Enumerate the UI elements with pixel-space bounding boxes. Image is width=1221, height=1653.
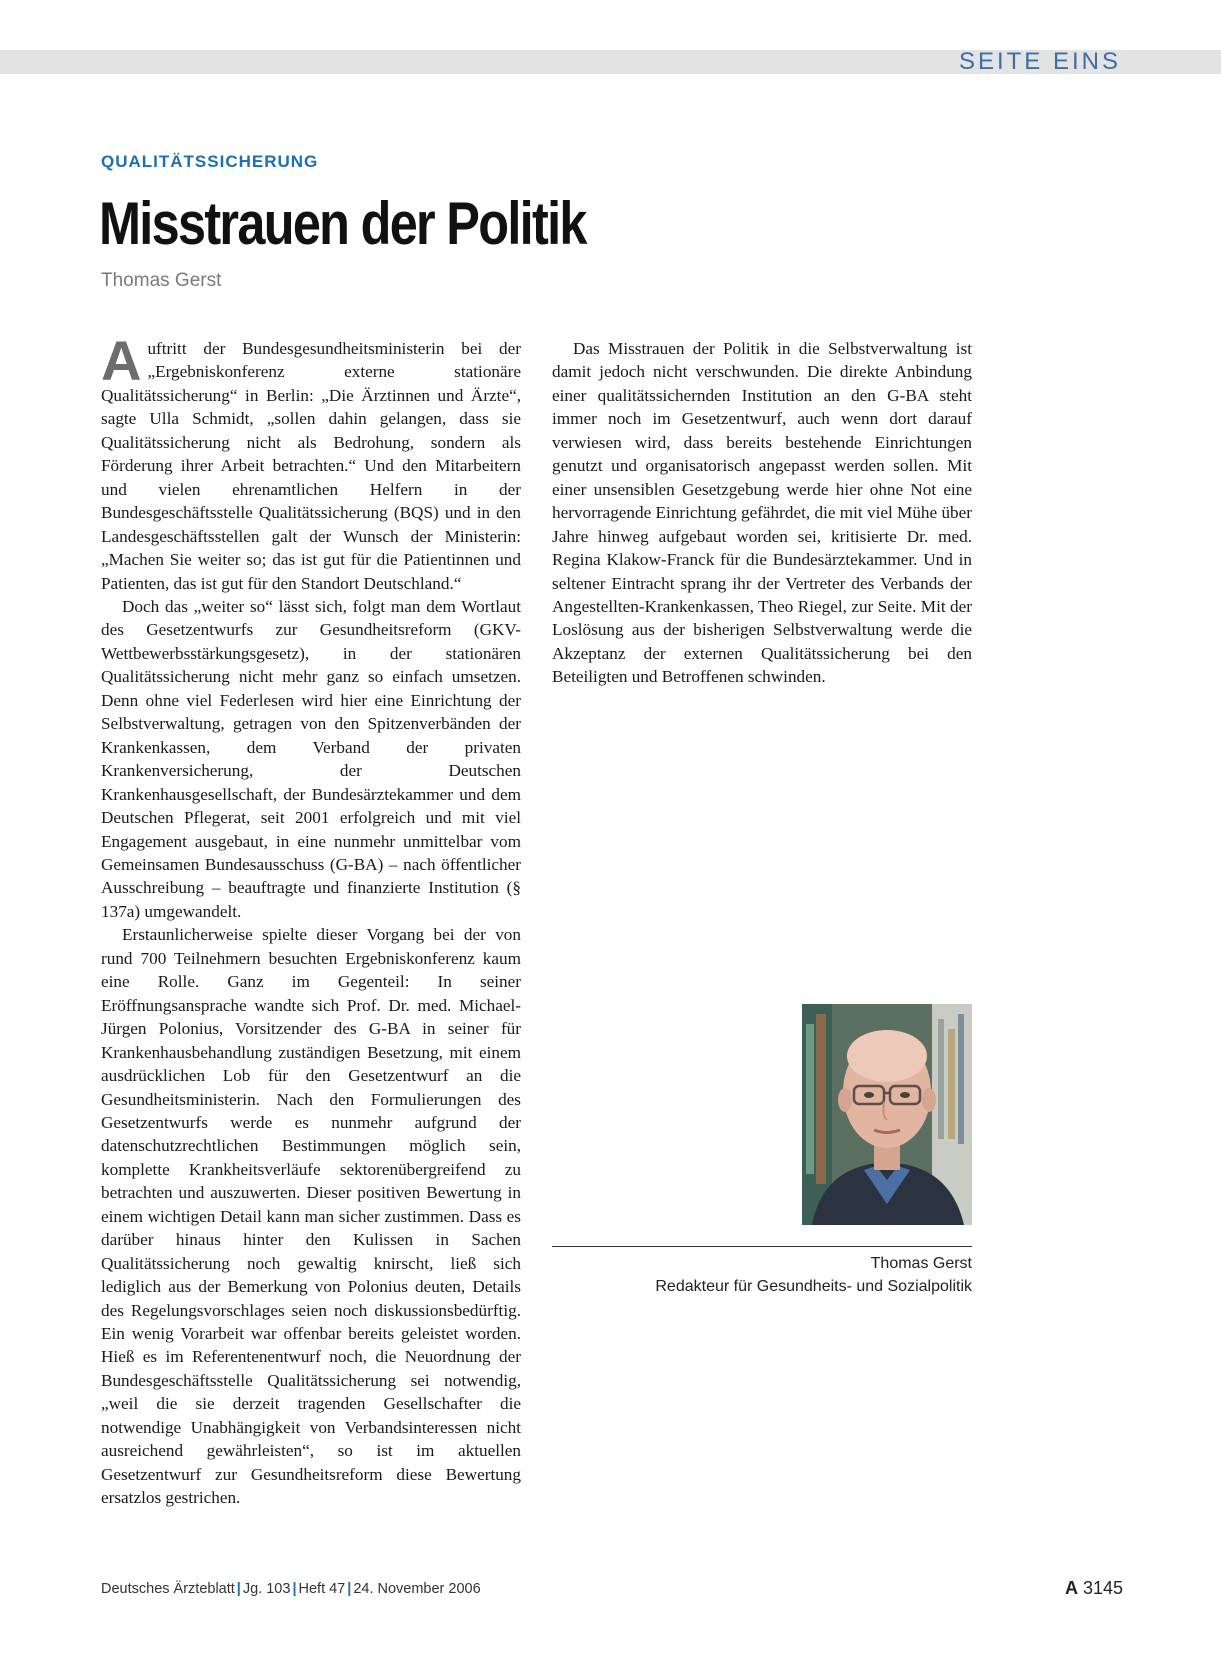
article-paragraph-3: Erstaunlicherweise spielte dieser Vorgang bei der von rund 700 Teilnehmern besuchten Ergebniskonferenz kaum eine Rolle. Ganz im Gegenteil: In seiner Eröffnungsansprache wandte sich Prof. Dr. med. Michael-Jürgen Polonius, Vorsitzender des G-BA in seiner für Krankenhausbehandlung zuständigen Besetzung, mit einem ausdrücklichen Lob für den Gesetzentwurf an die Gesundheitsministerin. Nach den Formulierungen des Gesetzentwurfs werde es nunmehr aufgrund der datenschutzrechtlichen Bestimmungen möglich sein, komplette Krankheitsverläufe sektorenübergreifend zu betrachten und auszuwerten. Dieser positiven Bewertung in einem wichtigen Detail kann man sicher zustimmen. Dass es darüber hinaus hinter den Kulissen in Sachen Qualitätssicherung noch gewaltig knirscht, ließ sich lediglich aus der Bemerkung von Polonius deuten, Details des Regelungsvorschlages seien noch diskussionsbedürftig. Ein wenig Vorarbeit war offenbar bereits geleistet worden. Hieß es im Referentenentwurf noch, die Neuordnung der Bundesgeschäftsstelle Qualitätssicherung sei notwendig, „weil die sie derzeit tragenden Gesellschafter die notwendige Unabhängigkeit von Verbandsinteressen nicht ausreichend gewährleisten“, so ist im aktuellen Gesetzentwurf zur Gesundheitsreform diese Bewertung ersatzlos gestrichen. — [101, 925, 521, 1508]
article-byline: Thomas Gerst — [101, 270, 222, 291]
author-portrait-image — [802, 1004, 972, 1225]
text-column-right — [552, 337, 972, 689]
publication-name: Deutsches Ärzteblatt — [101, 1581, 235, 1597]
caption-divider — [552, 1246, 972, 1247]
article-kicker: QUALITÄTSSICHERUNG — [101, 152, 319, 171]
page-number — [1065, 1578, 1123, 1599]
footer-separator: | — [236, 1581, 241, 1597]
footer-separator: | — [347, 1581, 352, 1597]
volume-number: Jg. 103 — [242, 1581, 291, 1597]
issue-number: Heft 47 — [298, 1581, 346, 1597]
paragraph-1-text: uftritt der Bundesgesundheitsministerin bei der „Ergebniskonferenz externe stationäre Qualitätssicherung“ in Berlin: „Die Ärztinnen und Ärzte“, sagte Ulla Schmidt, „sollen dahin gelangen, dass sie Qualitätssicherung nicht als Bedrohung, sondern als Förderung ihrer Arbeit betrachten.“ Und den Mitarbeitern und vielen ehrenamtlichen Helfern in der Bundesgeschäftsstelle Qualitätssicherung (BQS) und in den Landesgeschäftsstellen galt der Wunsch der Ministerin: „Machen Sie weiter so; das ist gut für die Patientinnen und Patienten, das ist gut für den Standort Deutschland.“ — [101, 339, 521, 593]
page-number-value: 3145 — [1082, 1578, 1123, 1598]
article-paragraph-2: Doch das „weiter so“ lässt sich, folgt man dem Wortlaut des Gesetzentwurfs zur Gesundheitsreform (GKV-Wettbewerbsstärkungsgesetz), in der stationären Qualitätssicherung nicht mehr ganz so einfach umsetzen. Denn ohne viel Federlesen wird hier eine Einrichtung der Selbstverwaltung, getragen von den Spitzenverbänden der Krankenkassen, dem Verband der privaten Krankenversicherung, der Deutschen Krankenhausgesellschaft, der Bundesärztekammer und dem Deutschen Pflegerat, seit 2001 erfolgreich und mit viel Engagement ausgebaut, in eine nunmehr unmittelbar vom Gemeinsamen Bundesausschuss (G-BA) – nach öffentlicher Ausschreibung – beauftragte und finanzierte Institution (§ 137a) umgewandelt. — [101, 596, 521, 921]
article-paragraph-4: Das Misstrauen der Politik in die Selbstverwaltung ist damit jedoch nicht verschwunden. Die direkte Anbindung einer qualitätssichernden Institution an den G-BA steht immer noch im Gesetzentwurf, auch wenn dort darauf verwiesen wird, dass bereits bestehende Einrichtungen genutzt und organisatorisch angepasst werden sollen. Mit einer unsensiblen Gesetzgebung werde hier ohne Not eine hervorragende Einrichtung gefährdet, die mit viel Mühe über Jahre hinweg aufgebaut worden sei, kritisierte Dr. med. Regina Klakow-Franck für die Bundesärztekammer. Und in seltener Eintracht sprang ihr der Vertreter des Verbands der Angestellten-Krankenkassen, Theo Riegel, zur Seite. Mit der Loslösung aus der bisherigen Selbstverwaltung werde die Akzeptanz der externen Qualitätssicherung bei den Beteiligten und Betroffenen schwinden. — [552, 339, 972, 687]
text-column-left — [101, 329, 521, 1510]
page-prefix: A — [1064, 1578, 1078, 1598]
author-name: Thomas Gerst — [870, 1255, 972, 1272]
page-footer — [101, 1581, 481, 1597]
article-paragraph-1 — [101, 329, 521, 595]
footer-separator: | — [292, 1581, 297, 1597]
section-label: SEITE EINS — [958, 48, 1121, 75]
article-title: Misstrauen der Politik — [99, 190, 586, 257]
issue-date: 24. November 2006 — [353, 1581, 481, 1597]
author-role: Redakteur für Gesundheits- und Sozialpolitik — [655, 1278, 972, 1295]
drop-cap: A — [101, 329, 142, 392]
author-caption — [552, 1252, 972, 1298]
